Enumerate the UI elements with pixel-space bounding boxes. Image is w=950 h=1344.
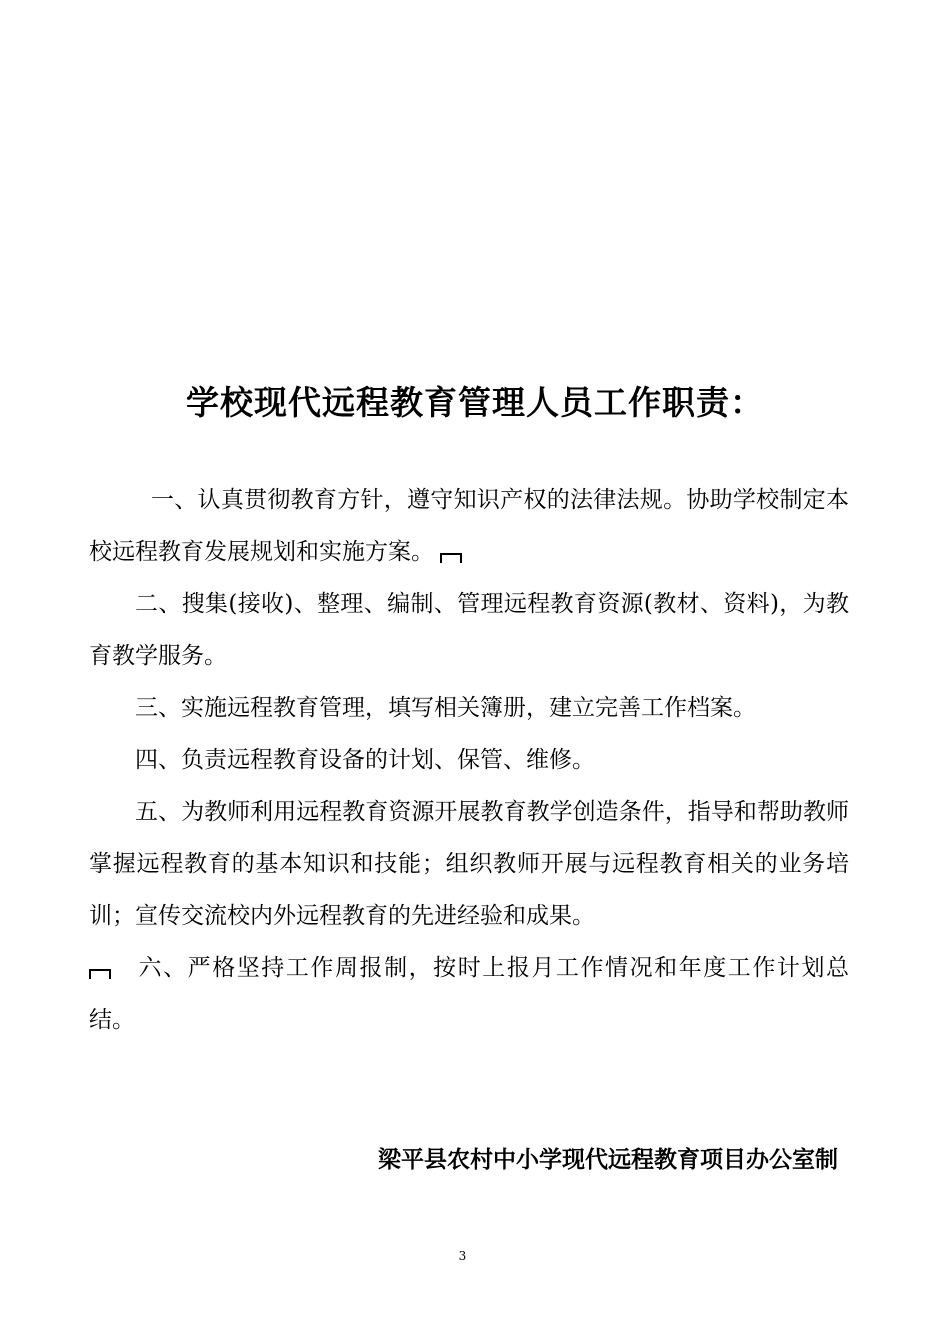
duty-text-1: 一、认真贯彻教育方针，遵守知识产权的法律法规。协助学校制定本校远程教育发展规划和实施方案。 bbox=[89, 487, 849, 565]
editing-mark-icon bbox=[89, 969, 111, 979]
duty-paragraph-2: 二、搜集(接收)、整理、编制、管理远程教育资源(教材、资料)，为教育教学服务。 bbox=[89, 591, 849, 669]
duty-text-6: 六、严格坚持工作周报制，按时上报月工作情况和年度工作计划总结。 bbox=[89, 955, 849, 1033]
document-body bbox=[89, 474, 849, 1046]
document-title: 学校现代远程教育管理人员工作职责： bbox=[186, 383, 764, 422]
editing-mark-icon bbox=[440, 553, 462, 563]
issuer-signature: 梁平县农村中小学现代远程教育项目办公室制 bbox=[378, 1146, 838, 1173]
duty-paragraph-3: 三、实施远程教育管理，填写相关簿册，建立完善工作档案。 bbox=[135, 695, 756, 721]
duty-paragraph-5: 五、为教师利用远程教育资源开展教育教学创造条件，指导和帮助教师掌握远程教育的基本知识和技能；组织教师开展与远程教育相关的业务培训；宣传交流校内外远程教育的先进经验和成果。 bbox=[89, 799, 849, 929]
duty-paragraph-4: 四、负责远程教育设备的计划、保管、维修。 bbox=[135, 747, 595, 773]
page-number: 3 bbox=[458, 1249, 467, 1263]
duty-paragraph-6 bbox=[89, 942, 849, 1046]
duty-paragraph-1 bbox=[89, 474, 849, 578]
